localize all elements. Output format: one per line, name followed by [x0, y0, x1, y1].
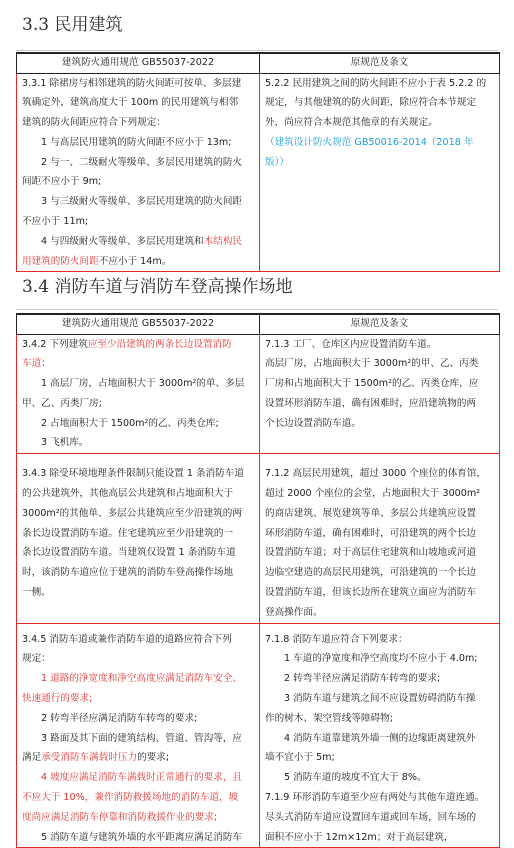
table-cell-old-clause — [260, 623, 500, 848]
clause-line: 7.1.2 高层民用建筑，超过 3000 个座位的体育馆， — [265, 468, 487, 480]
clause-line: 作的树木、架空管线等障碍物; — [265, 712, 393, 724]
clause-line: 3000m²的其他单、多层公共建筑应至少沿建筑的两 — [22, 507, 242, 519]
clause-line: 3 与三级耐火等级单、多层民用建筑的防火间距 — [41, 196, 243, 208]
clause-line: 登高操作面。 — [265, 606, 323, 618]
clause-line: 个长边设置消防车道。 — [265, 417, 361, 429]
column-header-old-code: 原规范及条文 — [260, 53, 500, 73]
clause-line: 条长边设置消防车道。当建筑仅设置 1 条消防车道 — [22, 547, 236, 559]
clause-line: 边临空建造的高层民用建筑，可沿建筑的一个长边 — [265, 567, 477, 579]
clause-line: 3 路面及其下面的建筑结构、管道、管沟等，应 — [41, 732, 243, 744]
clause-line: 尽头式消防车道应设置回车道或回车场，回车场的 — [265, 811, 477, 823]
highlighted-text: 木结构民 — [203, 235, 243, 247]
table-cell-new-clause — [17, 623, 260, 848]
clause-line: 设置环形消防车道，确有困难时，应沿建筑物的两 — [265, 397, 477, 409]
clause-text: 的要求; — [137, 752, 170, 764]
highlighted-text: 承受消防车满载时压力 — [41, 752, 138, 764]
clause-text: ： — [41, 358, 51, 370]
clause-line: 甲、乙、丙类厂房; — [22, 397, 102, 409]
clause-line: 3.4.3 除受环境地理条件限制只能设置 1 条消防车道 — [22, 468, 244, 480]
clause-line: 规定，与其他建筑的防火间距，除应符合本节规定 — [265, 97, 477, 109]
source-reference-link[interactable]: （建筑设计防火规范 GB50016-2014（2018 年 — [265, 136, 474, 148]
clause-line: 1 与高层民用建筑的防火间距不应小于 13m; — [41, 136, 232, 148]
clause-line: 墙不宜小于 5m; — [265, 752, 335, 764]
table-cell-old-clause — [260, 73, 500, 272]
clause-line: 条长边设置消防车道。住宅建筑应至少沿建筑的一 — [22, 527, 234, 539]
clause-line: 厂房和占地面积大于 1500m²的乙、丙类仓库，应 — [265, 378, 479, 390]
clause-line: 高层厂房，占地面积大于 3000m²的甲、乙、丙类 — [265, 358, 479, 370]
table-row — [17, 454, 500, 623]
clause-line: 3.4.5 消防车道或兼作消防车道的道路应符合下列 — [22, 633, 232, 645]
clause-line: 5 消防车道的坡度不宜大于 8%。 — [284, 772, 427, 784]
clause-line: 筑确定外，建筑高度大于 100m 的民用建筑与相邻 — [22, 97, 239, 109]
highlighted-line: 4 坡度应满足消防车满载时正常通行的要求，且 — [41, 772, 243, 784]
clause-line — [22, 252, 254, 272]
clause-line: 4 消防车道靠建筑外墙一侧的边缘距离建筑外 — [284, 732, 476, 744]
clause-text: 4 与四级耐火等级单、多层民用建筑和 — [41, 235, 204, 247]
clause-line: 3.3.1 除裙房与相邻建筑的防火间距可按单、多层建 — [22, 77, 242, 89]
clause-line: 设置消防车道；对于高层住宅建筑和山坡地或河道 — [265, 547, 477, 559]
table-cell-old-clause — [260, 334, 500, 454]
comparison-table-3-3 — [16, 52, 500, 272]
highlighted-line: 度尚应满足消防车停靠和消防救援作业的要求; — [22, 811, 218, 823]
table-row — [17, 623, 500, 848]
clause-line: 3 飞机库。 — [41, 437, 89, 449]
clause-line: 1 车道的净宽度和净空高度均不应小于 4.0m; — [284, 653, 478, 665]
clause-text: 不应小于 14m。 — [98, 255, 172, 267]
clause-line: 7.1.9 环形消防车道至少应有两处与其他车道连通。 — [265, 792, 485, 804]
highlighted-text: 应至少沿建筑的两条长边设置消防 — [87, 338, 232, 350]
clause-line: 超过 2000 个座位的会堂，占地面积大于 3000m² — [265, 488, 481, 500]
clause-line: 5 消防车道与建筑外墙的水平距离应满足消防车 — [41, 831, 243, 843]
highlighted-line: 1 道路的净宽度和净空高度应满足消防车安全、 — [41, 673, 243, 685]
column-header-old-code: 原规范及条文 — [260, 314, 500, 334]
clause-line: 7.1.8 消防车道应符合下列要求： — [265, 633, 408, 645]
clause-line — [22, 748, 254, 768]
clause-line: 7.1.3 工厂、仓库区内应设置消防车道。 — [265, 338, 437, 350]
highlighted-text: 用建筑的防火间距 — [22, 255, 99, 267]
table-cell-new-clause — [17, 73, 260, 272]
table-row — [17, 334, 500, 454]
clause-line: 时，该消防车道应位于建筑的消防车登高操作场地 — [22, 567, 234, 579]
clause-line: 1 高层厂房，占地面积大于 3000m²的单、多层 — [41, 378, 245, 390]
clause-line: 建筑的防火间距应符合下列规定： — [22, 117, 166, 129]
clause-text: 3.4.2 下列建筑 — [22, 338, 88, 350]
clause-line — [22, 354, 254, 374]
clause-line: 面积不应小于 12m×12m；对于高层建筑， — [265, 831, 454, 843]
clause-line: 5.2.2 民用建筑之间的防火间距不应小于表 5.2.2 的 — [265, 77, 487, 89]
source-reference-link[interactable]: 版）） — [265, 156, 289, 168]
table-cell-new-clause — [17, 454, 260, 623]
clause-text: 满足 — [22, 752, 42, 764]
table-cell-old-clause — [260, 454, 500, 623]
clause-line: 2 转弯半径应满足消防车转弯的要求; — [41, 712, 198, 724]
clause-line: 2 与一、二级耐火等级单、多层民用建筑的防火 — [41, 156, 243, 168]
comparison-table-3-4 — [16, 313, 500, 848]
clause-line: 2 占地面积大于 1500m²的乙、丙类仓库; — [41, 417, 219, 429]
clause-line: 设置消防车道，但该长边所在建筑立面应为消防车 — [265, 587, 477, 599]
section-title-3-3: 3.3 民用建筑 — [22, 15, 123, 35]
clause-line: 的商店建筑、展览建筑等单、多层公共建筑应设置 — [265, 507, 477, 519]
column-header-new-code: 建筑防火通用规范 GB55037-2022 — [17, 53, 260, 73]
clause-line: 间距不应小于 9m; — [22, 176, 102, 188]
clause-line: 一侧。 — [22, 587, 51, 599]
clause-line: 环形消防车道，确有困难时，可沿建筑的两个长边 — [265, 527, 477, 539]
clause-line: 的公共建筑外，其他高层公共建筑和占地面积大于 — [22, 488, 234, 500]
section-divider — [16, 309, 498, 310]
clause-line — [22, 232, 254, 252]
highlighted-text: 车道 — [22, 358, 42, 370]
clause-line: 2 转弯半径应满足消防车转弯的要求; — [284, 673, 441, 685]
section-title-3-4: 3.4 消防车道与消防车登高操作场地 — [22, 277, 293, 297]
clause-line: 规定： — [22, 653, 51, 665]
clause-line — [22, 335, 254, 355]
section-divider — [16, 50, 498, 51]
clause-line: 不应小于 11m; — [22, 216, 89, 228]
clause-line: 外，尚应符合本规范其他章的有关规定。 — [265, 117, 438, 129]
highlighted-line: 快速通行的要求; — [22, 693, 93, 705]
highlighted-line: 不应大于 10%，兼作消防救援场地的消防车道，坡 — [22, 792, 239, 804]
clause-line: 3 消防车道与建筑之间不应设置妨碍消防车操 — [284, 693, 476, 705]
table-cell-new-clause — [17, 334, 260, 454]
column-header-new-code: 建筑防火通用规范 GB55037-2022 — [17, 314, 260, 334]
